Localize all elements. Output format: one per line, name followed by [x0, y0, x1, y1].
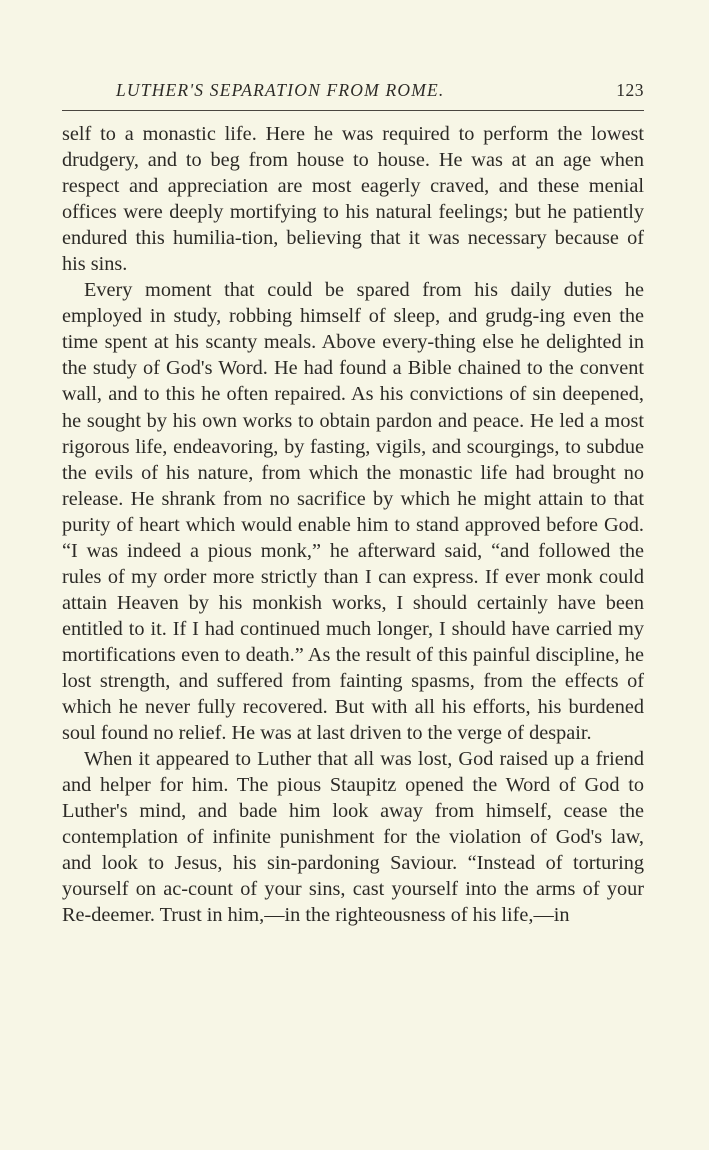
page-number: 123: [616, 80, 644, 100]
paragraph: When it appeared to Luther that all was lost, God raised up a friend and helper for him. The pious Staupitz opened the Word of God to Luther's mind, and bade him look away from himself, cease the contemplation of infinite punishment for the violation of God's law, and look to Jesus, his sin-pardoning Saviour. “Instead of torturing yourself on ac-count of your sins, cast yourself into the arms of your Re-deemer. Trust in him,—in the righteousness of his life,—in: [62, 748, 644, 927]
paragraph-continued: self to a monastic life. Here he was required to perform the lowest drudgery, and to beg from house to house. He was at an age when respect and appreciation are most eagerly craved, and these menial offices were deeply mortifying to his natural feelings; but he patiently endured this humilia-tion, believing that it was necessary because of his sins.: [62, 123, 644, 276]
running-head: [62, 78, 644, 104]
paragraph: Every moment that could be spared from his daily duties he employed in study, robbing himself of sleep, and grudg-ing even the time spent at his scanty meals. Above every-thing else he delighted in the study of God's Word. He had found a Bible chained to the convent wall, and to this he often repaired. As his convictions of sin deepened, he sought by his own works to obtain pardon and peace. He led a most rigorous life, endeavoring, by fasting, vigils, and scourgings, to subdue the evils of his nature, from which the monastic life had brought no release. He shrank from no sacrifice by which he might attain to that purity of heart which would enable him to stand approved before God. “I was indeed a pious monk,” he afterward said, “and followed the rules of my order more strictly than I can express. If ever monk could attain Heaven by his monkish works, I should certainly have been entitled to it. If I had continued much longer, I should have carried my mortifications even to death.” As the result of this painful discipline, he lost strength, and suffered from fainting spasms, from the effects of which he never fully recovered. But with all his efforts, his burdened soul found no relief. He was at last driven to the verge of despair.: [62, 279, 644, 745]
running-title: LUTHER'S SEPARATION FROM ROME.: [116, 80, 445, 100]
header-rule: [62, 110, 644, 111]
book-page: [62, 78, 644, 928]
body-text: [62, 121, 644, 928]
